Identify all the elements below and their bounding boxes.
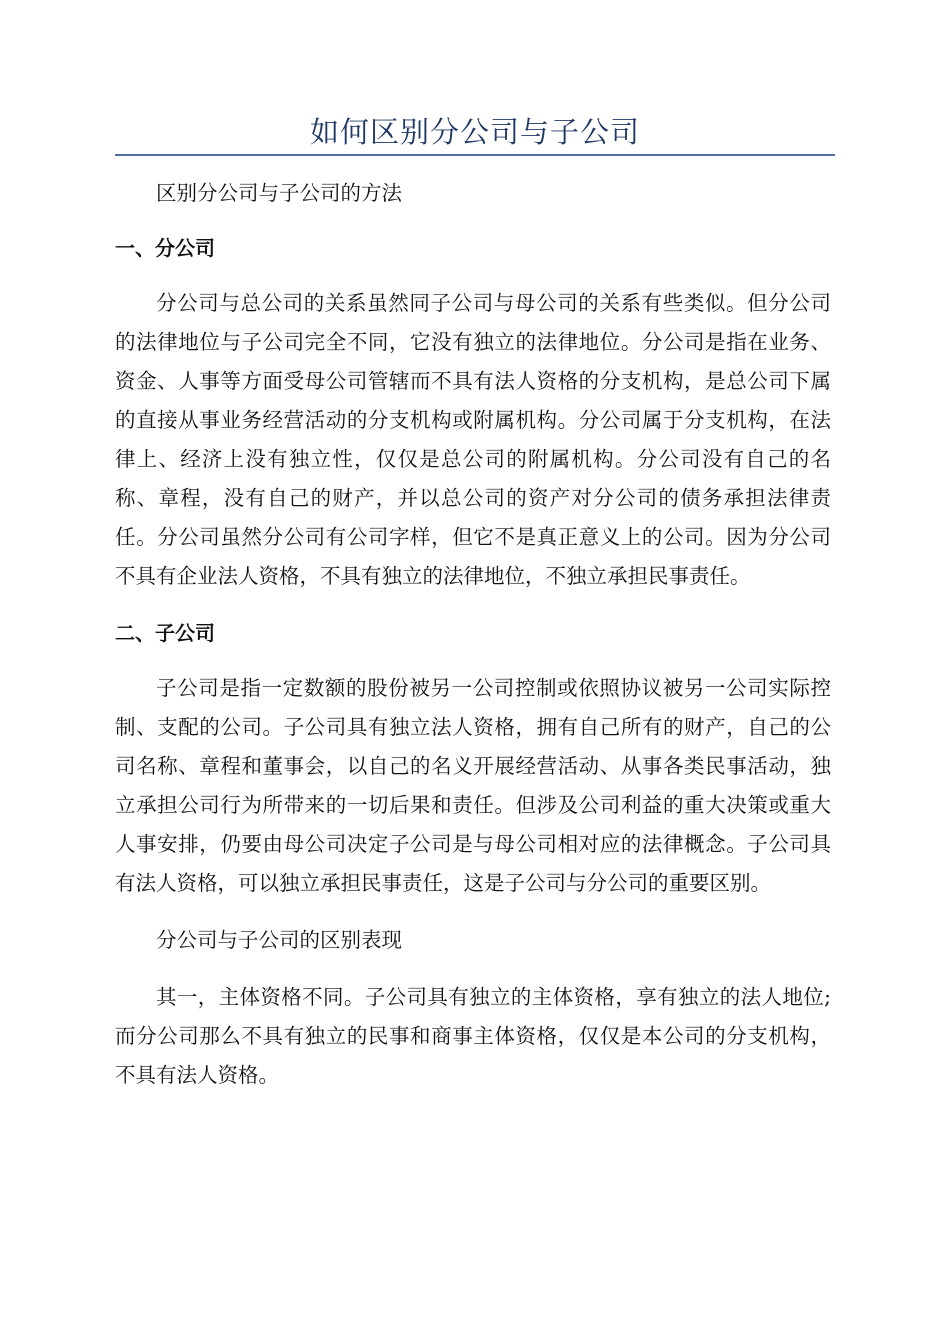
- intro-paragraph: 区别分公司与子公司的方法: [156, 181, 402, 205]
- section-body-subsidiary: 子公司是指一定数额的股份被另一公司控制或依照协议被另一公司实际控制、支配的公司。子公司具有独立法人资格，拥有自己所有的财产，自己的公司名称、章程和董事会，以自己的名义开展经营活动、从事各类民事活动，独立承担公司行为所带来的一切后果和责任。但涉及公司利益的重大决策或重大人事安排，仍要由母公司决定子公司是与母公司相对应的法律概念。子公司具有法人资格，可以独立承担民事责任，这是子公司与分公司的重要区别。: [115, 676, 831, 895]
- section-heading-subsidiary: 二、子公司: [115, 621, 215, 645]
- section-heading-branch: 一、分公司: [115, 236, 215, 260]
- section-body-branch: 分公司与总公司的关系虽然同子公司与母公司的关系有些类似。但分公司的法律地位与子公司完全不同，它没有独立的法律地位。分公司是指在业务、资金、人事等方面受母公司管辖而不具有法人资格的分支机构，是总公司下属的直接从事业务经营活动的分支机构或附属机构。分公司属于分支机构，在法律上、经济上没有独立性，仅仅是总公司的附属机构。分公司没有自己的名称、章程，没有自己的财产，并以总公司的资产对分公司的债务承担法律责任。分公司虽然分公司有公司字样，但它不是真正意义上的公司。因为分公司不具有企业法人资格，不具有独立的法律地位，不独立承担民事责任。: [115, 291, 831, 588]
- title-underline: [115, 154, 835, 156]
- title-block: [115, 112, 835, 152]
- differences-heading: 分公司与子公司的区别表现: [156, 928, 402, 952]
- page-title: 如何区别分公司与子公司: [309, 115, 640, 149]
- difference-paragraph-1: 其一，主体资格不同。子公司具有独立的主体资格，享有独立的法人地位;而分公司那么不具有独立的民事和商事主体资格，仅仅是本公司的分支机构，不具有法人资格。: [115, 985, 831, 1087]
- document-body: [115, 174, 831, 1095]
